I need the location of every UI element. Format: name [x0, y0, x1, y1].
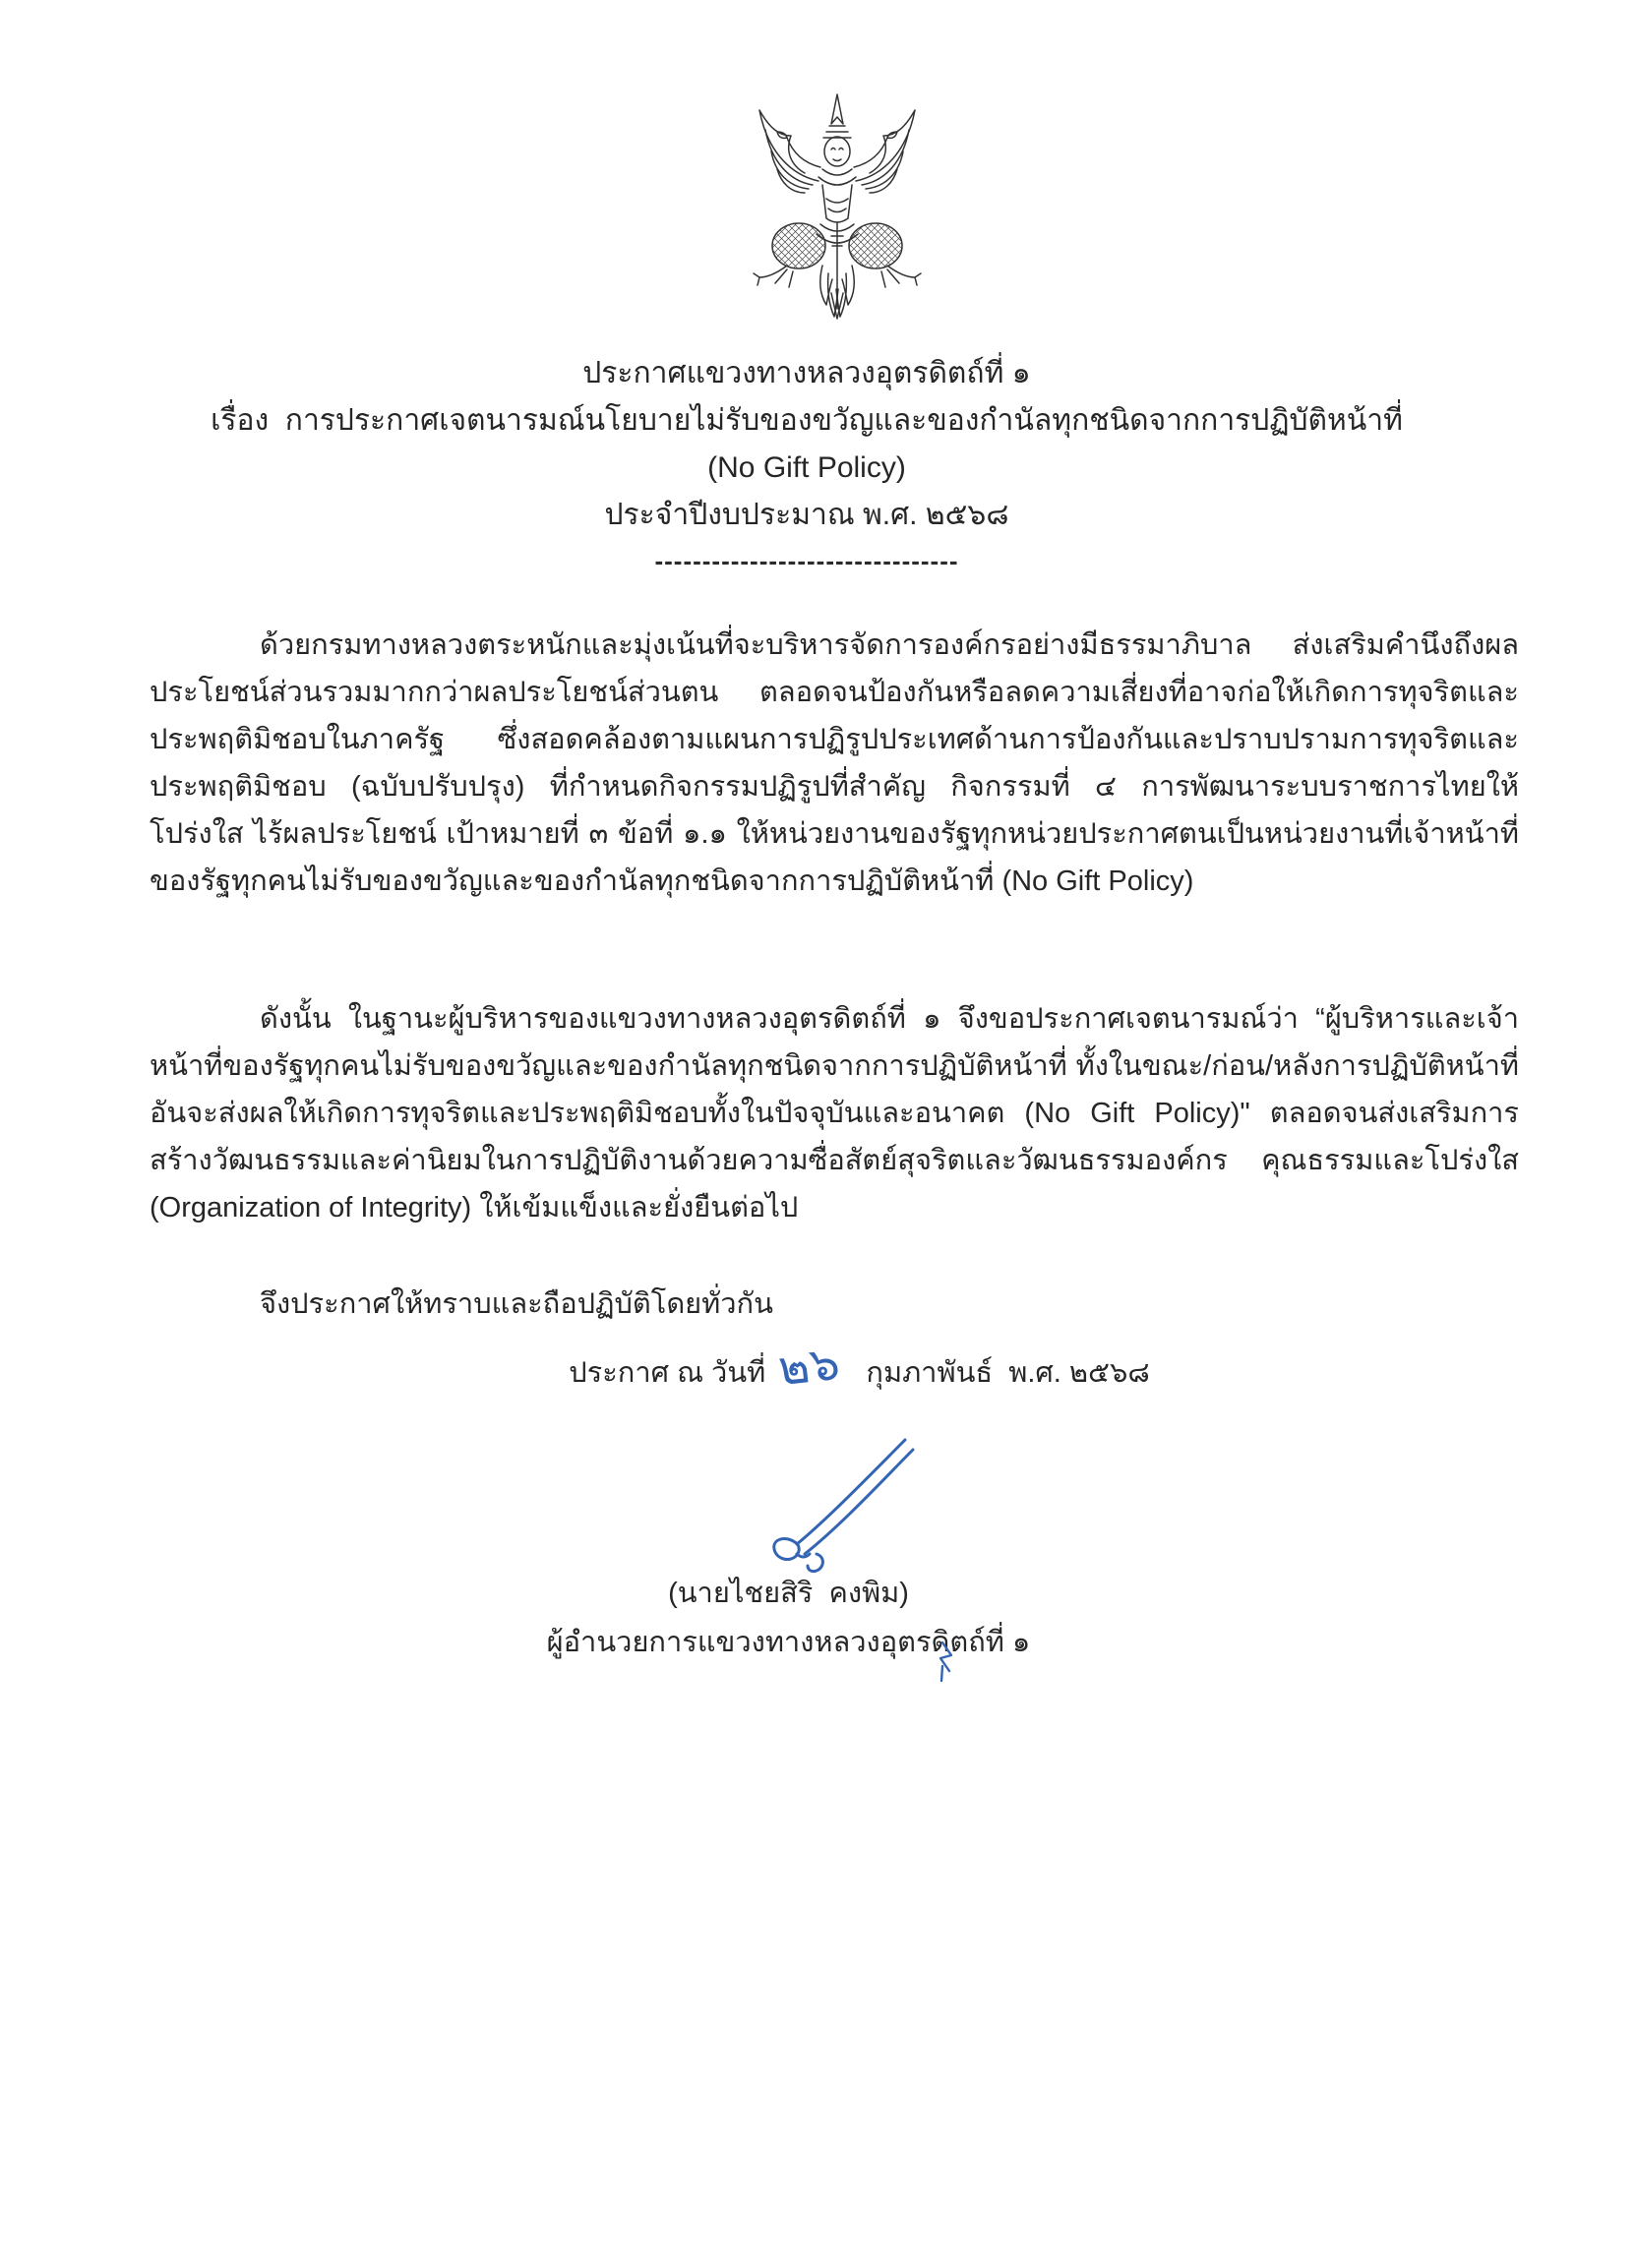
policy-name-english: (No Gift Policy): [707, 451, 906, 484]
document-header: [89, 350, 1525, 582]
handwritten-signature: [759, 1434, 927, 1582]
garuda-emblem: [744, 90, 931, 327]
signer-name: (นายไชยสิริ คงพิม): [668, 1578, 909, 1609]
dashed-divider: --------------------------------: [654, 546, 959, 575]
subject-line: เรื่อง การประกาศเจตนารมณ์นโยบายไม่รับของขวัญและของกำนัลทุกชนิดจากการปฏิบัติหน้าที่: [211, 404, 1403, 437]
fiscal-year-line: ประจำปีงบประมาณ พ.ศ. ๒๕๖๘: [604, 499, 1009, 531]
handwritten-day-number: ๒๖: [776, 1337, 843, 1397]
date-suffix: กุมภาพันธ์ พ.ศ. ๒๕๖๘: [866, 1357, 1150, 1389]
announcement-date-line: [41, 1337, 1636, 1397]
announcement-title: ประกาศแขวงทางหลวงอุตรดิตถ์ที่ ๑: [582, 357, 1031, 389]
garuda-emblem-icon: [744, 90, 931, 327]
signature-stroke-icon: [759, 1434, 927, 1582]
date-prefix: ประกาศ ณ วันที่: [569, 1357, 766, 1389]
signer-position: ผู้อำนวยการแขวงทางหลวงอุตรดิตถ์ที่ ๑: [546, 1627, 1031, 1658]
closing-statement: จึงประกาศให้ทราบและถือปฏิบัติโดยทั่วกัน: [260, 1288, 773, 1320]
body-paragraph-2: ดังนั้น ในฐานะผู้บริหารของแขวงทางหลวงอุตรดิตถ์ที่ ๑ จึงขอประกาศเจตนารมณ์ว่า “ผู้บริหารและเจ้าหน้าที่ของรัฐทุกคนไม่รับของขวัญและของกำนัลทุกชนิดจากการปฏิบัติหน้าที่ ทั้งในขณะ/ก่อน/หลังการปฏิบัติหน้าที่ อันจะส่งผลให้เกิดการทุจริตและประพฤติมิชอบทั้งในปัจจุบันและอนาคต (No Gift Policy)" ตลอดจนส่งเสริมการสร้างวัฒนธรรมและค่านิยมในการปฏิบัติงานด้วยความซื่อสัตย์สุจริตและวัฒนธรรมองค์กร คุณธรรมและโปร่งใส (Organization of Integrity) ให้เข้มแข็งและยั่งยืนต่อไป: [150, 1003, 1519, 1224]
body-paragraph-1: ด้วยกรมทางหลวงตระหนักและมุ่งเน้นที่จะบริหารจัดการองค์กรอย่างมีธรรมาภิบาล ส่งเสริมคำนึงถึงผลประโยชน์ส่วนรวมมากกว่าผลประโยชน์ส่วนตน ตลอดจนป้องกันหรือลดความเสี่ยงที่อาจก่อให้เกิดการทุจริตและประพฤติมิชอบในภาครัฐ ซึ่งสอดคล้องตามแผนการปฏิรูปประเทศด้านการป้องกันและปราบปรามการทุจริตและประพฤติมิชอบ (ฉบับปรับปรุง) ที่กำหนดกิจกรรมปฏิรูปที่สำคัญ กิจกรรมที่ ๔ การพัฒนาระบบราชการไทยให้โปร่งใส ไร้ผลประโยชน์ เป้าหมายที่ ๓ ข้อที่ ๑.๑ ให้หน่วยงานของรัฐทุกหน่วยประกาศตนเป็นหน่วยงานที่เจ้าหน้าที่ของรัฐทุกคนไม่รับของขวัญและของกำนัลทุกชนิดจากการปฏิบัติหน้าที่ (No Gift Policy): [150, 629, 1519, 897]
pen-squiggle-icon: [937, 1641, 962, 1686]
